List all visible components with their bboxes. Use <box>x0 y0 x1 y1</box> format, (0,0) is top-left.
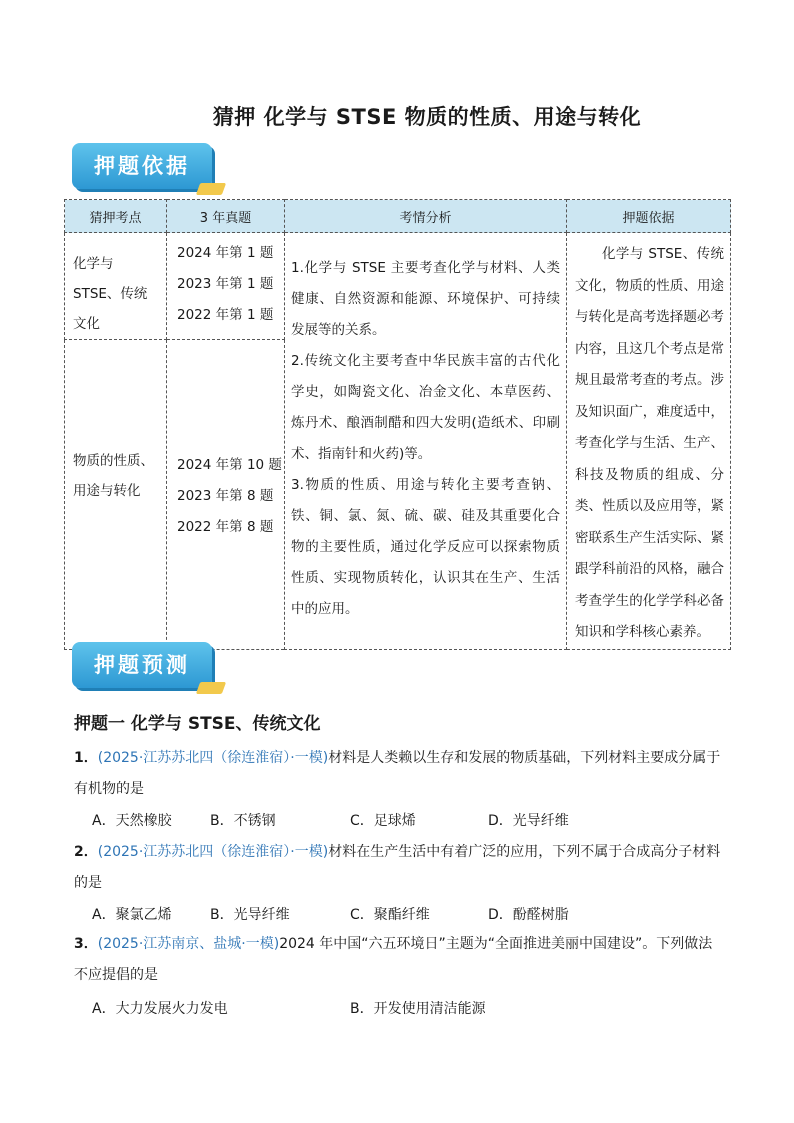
question-1: 1．(2025·江苏苏北四（徐连淮宿）·一模)材料是人类赖以生存和发展的物质基础，下列材料主要成分属于有机物的是 <box>74 750 721 797</box>
col-header: 猜押考点 <box>65 200 167 233</box>
section-banner-basis: 押题依据 <box>72 143 224 195</box>
col-header: 押题依据 <box>567 200 731 233</box>
option: D．酚醛树脂 <box>488 907 569 923</box>
basis-table <box>64 199 731 650</box>
option: A．天然橡胶 <box>92 813 172 829</box>
years-cell: 2024 年第 10 题 2023 年第 8 题 2022 年第 8 题 <box>167 340 285 649</box>
col-header: 考情分析 <box>285 200 567 233</box>
years-cell: 2024 年第 1 题 2023 年第 1 题 2022 年第 1 题 <box>167 233 285 340</box>
option: D．光导纤维 <box>488 813 569 829</box>
section-banner-predict: 押题预测 <box>72 642 224 694</box>
table-row <box>65 233 731 340</box>
option: B．光导纤维 <box>210 907 290 923</box>
question-3: 3．(2025·江苏南京、盐城·一模)2024 年中国“六五环境日”主题为“全面推进美丽中国建设”。下列做法不应提倡的是 <box>74 936 713 983</box>
col-header: 3 年真题 <box>167 200 285 233</box>
option: B．不锈钢 <box>210 813 276 829</box>
option: C．聚酯纤维 <box>350 907 430 923</box>
question-2: 2．(2025·江苏苏北四（徐连淮宿）·一模)材料在生产生活中有着广泛的应用，下列不属于合成高分子材料的是 <box>74 844 721 891</box>
question-source: (2025·江苏南京、盐城·一模) <box>97 936 280 952</box>
topic-cell: 化学与 STSE、传统文化 <box>65 233 167 340</box>
topic-cell: 物质的性质、用途与转化 <box>65 340 167 649</box>
table-header-row <box>65 200 731 233</box>
basis-cell: 化学与 STSE、传统文化，物质的性质、用途与转化是高考选择题必考内容，且这几个考点是常规且最常考查的考点。涉及知识面广，难度适中，考查化学与生活、生产、科技及物质的组成、分类、性质以及应用等，紧密联系生产生活实际、紧跟学科前沿的风格，融合考查学生的化学学科必备知识和学科核心素养。 <box>567 233 731 650</box>
question-source: (2025·江苏苏北四（徐连淮宿）·一模) <box>97 750 329 766</box>
page-title: 猜押 化学与 STSE 物质的性质、用途与转化 <box>212 105 642 129</box>
question-source: (2025·江苏苏北四（徐连淮宿）·一模) <box>97 844 329 860</box>
option: B．开发使用清洁能源 <box>350 1001 486 1017</box>
analysis-cell: 1.化学与 STSE 主要考查化学与材料、人类健康、自然资源和能源、环境保护、可持续发展等的关系。 2.传统文化主要考查中华民族丰富的古代化学史，如陶瓷文化、冶金文化、本草医药、炼丹术、酿酒制醋和四大发明(造纸术、印刷术、指南针和火药)等。 3.物质的性质、用途与转化主要考查钠、铁、铜、氯、氮、硫、碳、硅及其重要化合物的主要性质，通过化学反应可以探索物质性质、实现物质转化，认识其在生产、生活中的应用。 <box>285 233 567 650</box>
option: A．大力发展火力发电 <box>92 1001 228 1017</box>
option: C．足球烯 <box>350 813 416 829</box>
option: A．聚氯乙烯 <box>92 907 172 923</box>
section-heading: 押题一 化学与 STSE、传统文化 <box>74 714 321 734</box>
